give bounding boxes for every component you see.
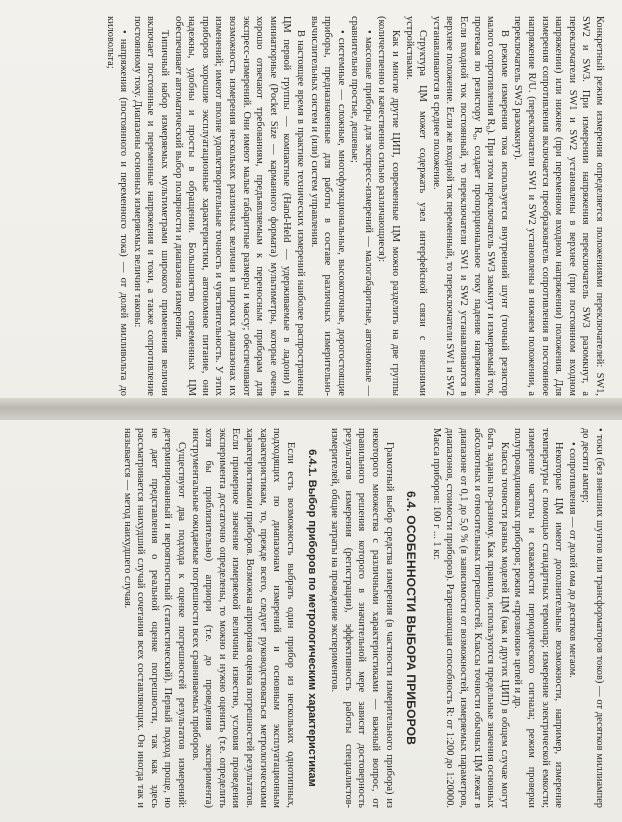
left-page bbox=[10, 16, 606, 396]
paragraph: Грамотный выбор средства измерения (в частности измерительного прибора) из некоторого множества с различными характеристиками — важный вопрос, от правильного решения которого в значительной мере зависят достоверность результатов измерения (регистрации), эффективность работы специалистов-измерителей, общие затраты на проведение экспериментов. bbox=[329, 428, 395, 808]
paragraph: Классы точности разных моделей ЦМ (как и других ЦИП) в общем случае могут быть заданы по-разному. Как правило, используются предельные значения основных абсолютных и относительных погрешностей. Классы точности обычных ЦМ лежат в диапазоне от 0,1 до 5,0 % (в зависимости от возможностей, измеряемых параметров, диапазонов, стоимости приборов). Разрешающая способность R: от 1:200 до 1:20000. Масса приборов: 100 г ... 1 кг. bbox=[430, 428, 510, 808]
paragraph: Если есть возможность выбрать один прибор из нескольких однотипных, подходящих по диапазонам измерений и основным эксплуатационным характеристикам, то, прежде всего, следует руководствоваться метрологическими характеристиками приборов. Возможна априорная оценка погрешностей результатов. Если примерное значение измеряемой величины известно, условия проведения эксперимента достаточно определены, то можно и нужно оценить (т.е. определить хотя бы приблизительно) априори (т.е. до проведения эксперимента) инструментальные ожидаемые погрешности всех сравниваемых приборов. bbox=[189, 428, 296, 808]
paragraph: Структура ЦМ может содержать узел интерфейсной связи с внешними устройствами. bbox=[403, 16, 429, 396]
right-page bbox=[10, 428, 606, 808]
page-fold bbox=[0, 398, 622, 420]
list-item: • системные — сложные, многофункциональные, высокоточные, дорогостоящие приборы, предназначенные для работы в составе различных измерительно-вычислительных систем и (или) систем управления. bbox=[308, 16, 347, 396]
paragraph: В настоящее время в практике технических измерений наиболее распространены ЦМ первой группы — компактные (Hand-Held — удерживаемые в ладони) и миниатюрные (Pocket Size — карманного формата) мультиметры, которые очень хорошо отвечают требованиям, предъявляемым к переносным приборам для экспресс-измерений. Они имеют малые габаритные размеры и массу; обеспечивают возможность измерения нескольких различных величин в широких диапазонах их изменений; имеют вполне удовлетворительные точность и чувствительность. У этих приборов хорошие эксплуатационные характеристики, автономное питание, они надежны, удобны и просты в обращении. Большинство современных ЦМ обеспечивает автоматический выбор полярности и диапазона измерения. bbox=[172, 16, 306, 396]
list-item: • сопротивления — от долей ома до десятков мегаом. bbox=[566, 442, 578, 678]
paragraph: Некоторые ЦМ имеют дополнительные возможности, например, измерение температуры с помощью стандартных термопар; измерение электрической емкости; измерение частоты и скважности периодического сигнала; режим проверки полупроводниковых приборов; режим «прозвонки» цепей и др. bbox=[512, 428, 565, 808]
paragraph: Как и многие другие ЦИП, современные ЦМ можно разделить на две группы (количественно и качественно сильно различающиеся): bbox=[376, 16, 402, 396]
section-title: 6.4. ОСОБЕННОСТИ ВЫБОРА ПРИБОРОВ bbox=[404, 490, 419, 746]
paragraph: Конкретный режим измерения определяется положениями переключателей: SW1, SW2 и SW3. При измерении напряжения переключатель SW3 разомкнут, а переключатели SW1 и SW2 установлены в верхнее (при постоянном входном напряжении) или нижнее (при переменном входном напряжении) положения. Для измерения сопротивления включается преобразователь сопротивления в постоянное напряжение R/U. (переключатели SW1 и SW2 установлены в нижнем положении, а переключатель SW3 разомкнут). bbox=[512, 16, 605, 396]
subsection-title: 6.4.1. Выбор приборов по метрологическим характеристикам bbox=[305, 449, 318, 787]
paragraph: Типичный набор измеряемых мультиметрами широкого применения величин включает постоянные и переменные напряжения и токи, а также сопротивление постоянному току. Диапазоны основных измеряемых величин таковы: bbox=[131, 16, 170, 396]
paragraph: В режиме измерения тока используется внутренний шунт (точный резистор малого сопротивления R₀). При этом переключатель SW3 замкнут и измеряемый ток, протекая по резистору R₀, создает пропорциональное току падение напряжения. Если входной ток постоянный, то переключатели SW1 и SW2 устанавливаются в верхнее положение. Если же входной ток переменный, то переключатели SW1 и SW2 устанавливаются в среднее положение. bbox=[430, 16, 510, 396]
paragraph: Существуют два подхода к оценке погрешностей результатов измерений: детерминированный и вероятностный (статистический). Первый подход проще, но не дает представления о реальной оценке погрешности, так как здесь рассматривается наихудший случай сочетания всех составляющих. Он иногда так и называется — метод наихудшего случая. bbox=[121, 428, 187, 808]
list-item: • массовые приборы для экспресс-измерений — малогабаритные, автономные — сравнительно простые, дешевые; bbox=[349, 16, 374, 396]
list-item: • токи (без внешних шунтов или трансформаторов токов) — от десятков миллиампер до десяти ампер; bbox=[580, 428, 605, 808]
list-item: • напряжения (постоянного и переменного тока) — от долей милливольта до киловольта; bbox=[104, 16, 130, 396]
